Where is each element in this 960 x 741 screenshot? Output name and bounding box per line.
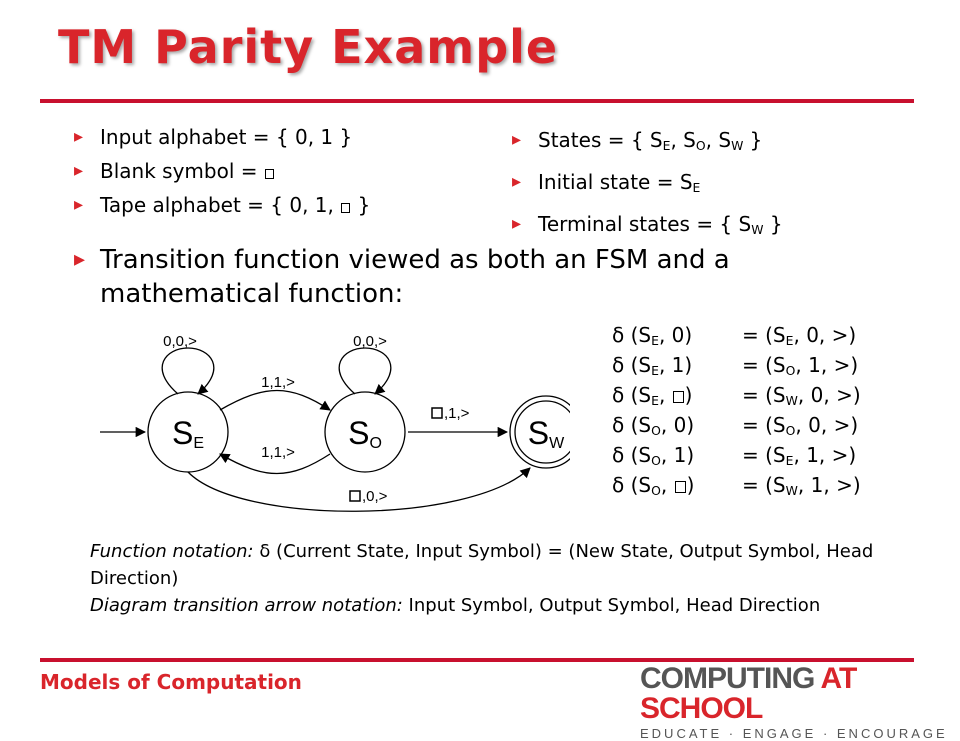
e-to-o-label: 1,1,> (261, 374, 295, 391)
e-to-o-arrow (220, 391, 330, 411)
logo-text-computing: COMPUTING (640, 662, 821, 695)
delta-function-table (612, 320, 861, 500)
blank-symbol-icon (432, 408, 442, 418)
delta-row: δ ($S_E$, $1) = (S_O$, 1, >) (612, 353, 859, 378)
logo-text-at-school: AT SCHOOL (640, 662, 857, 725)
arrow-notation-text: Input Symbol, Output Symbol, Head Direction (402, 595, 821, 616)
bullet-blank-symbol: ▸ Blank symbol = (74, 154, 370, 188)
blank-symbol-icon (341, 203, 350, 213)
loop-o-label: 0,0,> (353, 333, 387, 350)
bullet-initial-state: ▸ Initial state = $S_E$ (512, 164, 783, 206)
logo-tagline: EDUCATE · ENGAGE · ENCOURAGE (640, 726, 948, 741)
delta-row: δ ($S_O$, ) = ($S_W$, 1, >) (612, 473, 861, 498)
function-notation-text: δ (Current State, Input Symbol) = (New State, Output Symbol, Head Direction) (90, 541, 874, 589)
arrow-notation-label: Diagram transition arrow notation: (90, 595, 403, 616)
blank-symbol-icon (350, 491, 360, 501)
state-w-label: SW (527, 415, 565, 452)
delta-row: δ ($S_E$, ) = ($S_W$, 0, >) (612, 383, 861, 408)
delta-row: δ ($S_E$, $0) = (S_E$, 0, >) (612, 323, 857, 348)
bullet-states: ▸ States = { $S_E$, $S_O$, $S_W$ } (512, 122, 783, 164)
delta-row: δ ($S_O$, $0) = (S_O$, 0, >) (612, 413, 859, 438)
e-to-w-arrow (188, 468, 530, 511)
state-o-label: SO (348, 415, 382, 452)
blank-symbol-icon (265, 169, 274, 179)
e-to-w-label: ,0,> (362, 488, 388, 505)
loop-e-arrow (162, 348, 214, 394)
bullet-tape-alphabet: ▸ Tape alphabet = { 0, 1, } (74, 188, 370, 222)
computing-at-school-logo (640, 664, 960, 741)
loop-e-label: 0,0,> (163, 333, 197, 350)
function-notation-label: Function notation: (90, 541, 254, 562)
bullet-terminal-states: ▸ Terminal states = { $S_W$ } (512, 206, 783, 248)
slide-title: TM Parity Example (58, 20, 559, 74)
state-e-label: SE (171, 415, 205, 452)
title-rule (40, 99, 914, 103)
blank-symbol-icon (675, 481, 686, 493)
footer-title: Models of Computation (40, 670, 302, 694)
blank-symbol-icon (673, 391, 684, 403)
delta-row: δ ($S_O$, $1) = (S_E$, 1, >) (612, 443, 857, 468)
loop-o-arrow (339, 348, 391, 394)
right-bullet-list (512, 122, 783, 248)
o-to-w-label: ,1,> (444, 405, 470, 422)
bullet-transition-function: ▸ Transition function viewed as both an FSM and a mathematical function: (74, 243, 900, 311)
left-bullet-list (74, 120, 370, 222)
bullet-input-alphabet: ▸ Input alphabet = { 0, 1 } (74, 120, 370, 154)
fsm-diagram (90, 320, 570, 520)
o-to-e-label: 1,1,> (261, 444, 295, 461)
notation-note (90, 538, 880, 619)
